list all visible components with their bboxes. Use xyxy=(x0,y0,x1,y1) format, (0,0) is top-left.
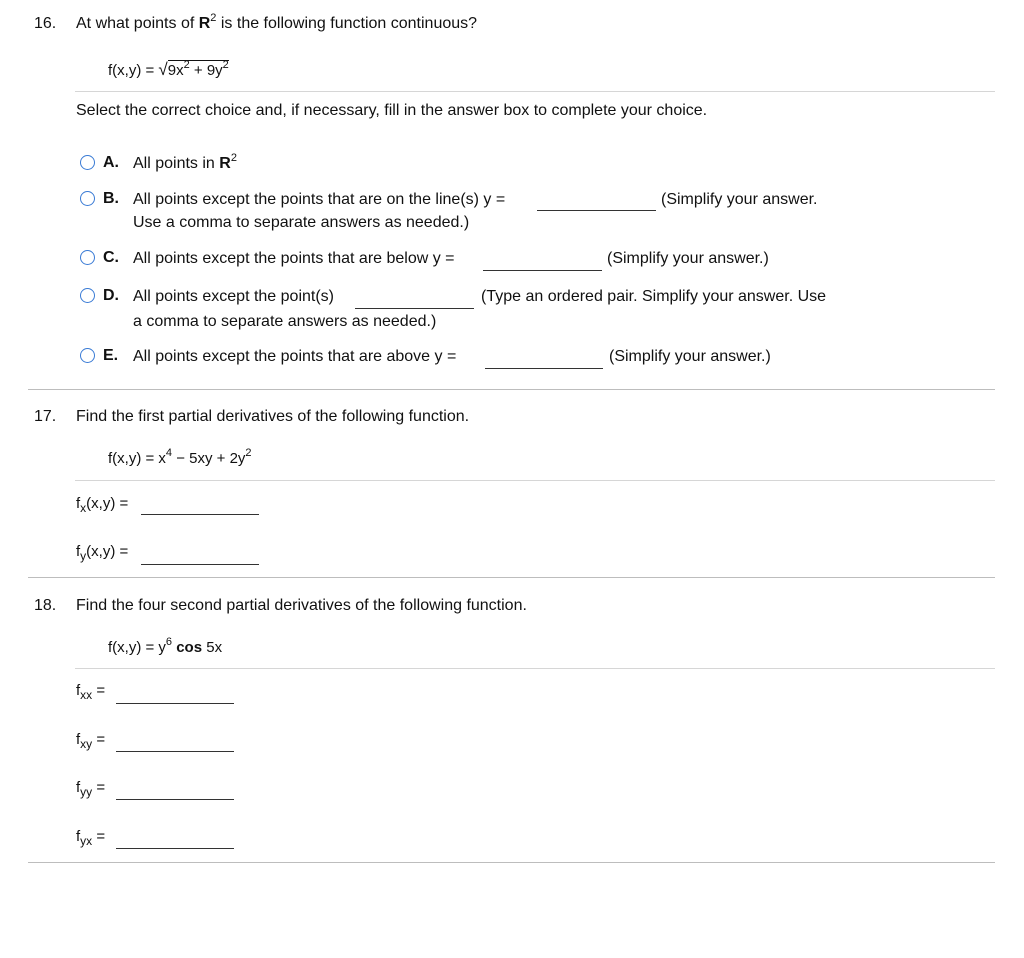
option-b-hint-line2: Use a comma to separate answers as needed.) xyxy=(133,214,470,231)
q16-divider xyxy=(75,91,995,92)
option-c-hint: (Simplify your answer.) xyxy=(607,250,769,267)
option-e-hint: (Simplify your answer.) xyxy=(609,348,771,365)
option-d-answer-box[interactable] xyxy=(355,308,474,309)
option-b-radio[interactable] xyxy=(80,191,95,206)
q18-function: $f(x,y) = y^6$ cos 5x xyxy=(108,636,223,656)
option-d-hint: (Type an ordered pair. Simplify your answer. Use xyxy=(481,288,827,305)
option-d-letter: D. xyxy=(103,287,119,304)
option-e-text: All points except the points that are above y = xyxy=(133,348,457,365)
fyy-answer-box[interactable] xyxy=(116,799,234,800)
q18-number: 18. xyxy=(34,597,57,614)
option-c-radio[interactable] xyxy=(80,250,95,265)
option-b-hint: (Simplify your answer. xyxy=(661,191,818,208)
option-c-letter: C. xyxy=(103,249,119,266)
option-e-letter: E. xyxy=(103,347,119,364)
q17-prompt: Find the first partial derivatives of the following function. xyxy=(76,408,470,425)
q16-q17-separator xyxy=(28,389,995,390)
q18-prompt: Find the four second partial derivatives of the following function. xyxy=(76,597,527,614)
fxx-answer-box[interactable] xyxy=(116,703,234,704)
q16-instruction: Select the correct choice and, if necessary, fill in the answer box to complete your choice. xyxy=(76,102,708,119)
option-c-answer-box[interactable] xyxy=(483,270,602,271)
q18-divider xyxy=(75,668,995,669)
option-a-radio[interactable] xyxy=(80,155,95,170)
option-c-text: All points except the points that are below y = xyxy=(133,250,455,267)
option-b-text: All points except the points that are on the line(s) y = xyxy=(133,191,506,208)
option-d-text: All points except the point(s) xyxy=(133,288,334,305)
option-b-answer-box[interactable] xyxy=(537,210,656,211)
fy-answer-box[interactable] xyxy=(141,564,259,565)
option-a-text: All points in $R^2$ xyxy=(133,152,237,172)
q17-number: 17. xyxy=(34,408,57,425)
option-e-answer-box[interactable] xyxy=(485,368,603,369)
option-b-letter: B. xyxy=(103,190,119,207)
q18-bottom-separator xyxy=(28,862,995,863)
q17-function: $f(x,y) = x^4 - 5xy + 2y^2$ xyxy=(108,447,252,467)
fx-answer-box[interactable] xyxy=(141,514,259,515)
fyx-label: $f_{yx}$ = xyxy=(76,828,106,848)
fxx-label: $f_{xx}$ = xyxy=(76,682,106,702)
option-e-radio[interactable] xyxy=(80,348,95,363)
fx-label: $f_x(x,y)$ = xyxy=(76,495,129,515)
q16-prompt: At what points of $R^2$ is the following function continuous? xyxy=(76,12,478,32)
q17-q18-separator xyxy=(28,577,995,578)
q16-number: 16. xyxy=(34,15,57,32)
option-a-letter: A. xyxy=(103,154,119,171)
fyx-answer-box[interactable] xyxy=(116,848,234,849)
q17-divider xyxy=(75,480,995,481)
fy-label: $f_y(x,y)$ = xyxy=(76,543,129,563)
fyy-label: $f_{yy}$ = xyxy=(76,779,106,799)
fxy-answer-box[interactable] xyxy=(116,751,234,752)
option-d-hint-line2: a comma to separate answers as needed.) xyxy=(133,313,437,330)
fxy-label: $f_{xy}$ = xyxy=(76,731,106,751)
q16-function: $f(x,y) = √9x^2 + 9y^2$ xyxy=(108,59,229,79)
option-d-radio[interactable] xyxy=(80,288,95,303)
